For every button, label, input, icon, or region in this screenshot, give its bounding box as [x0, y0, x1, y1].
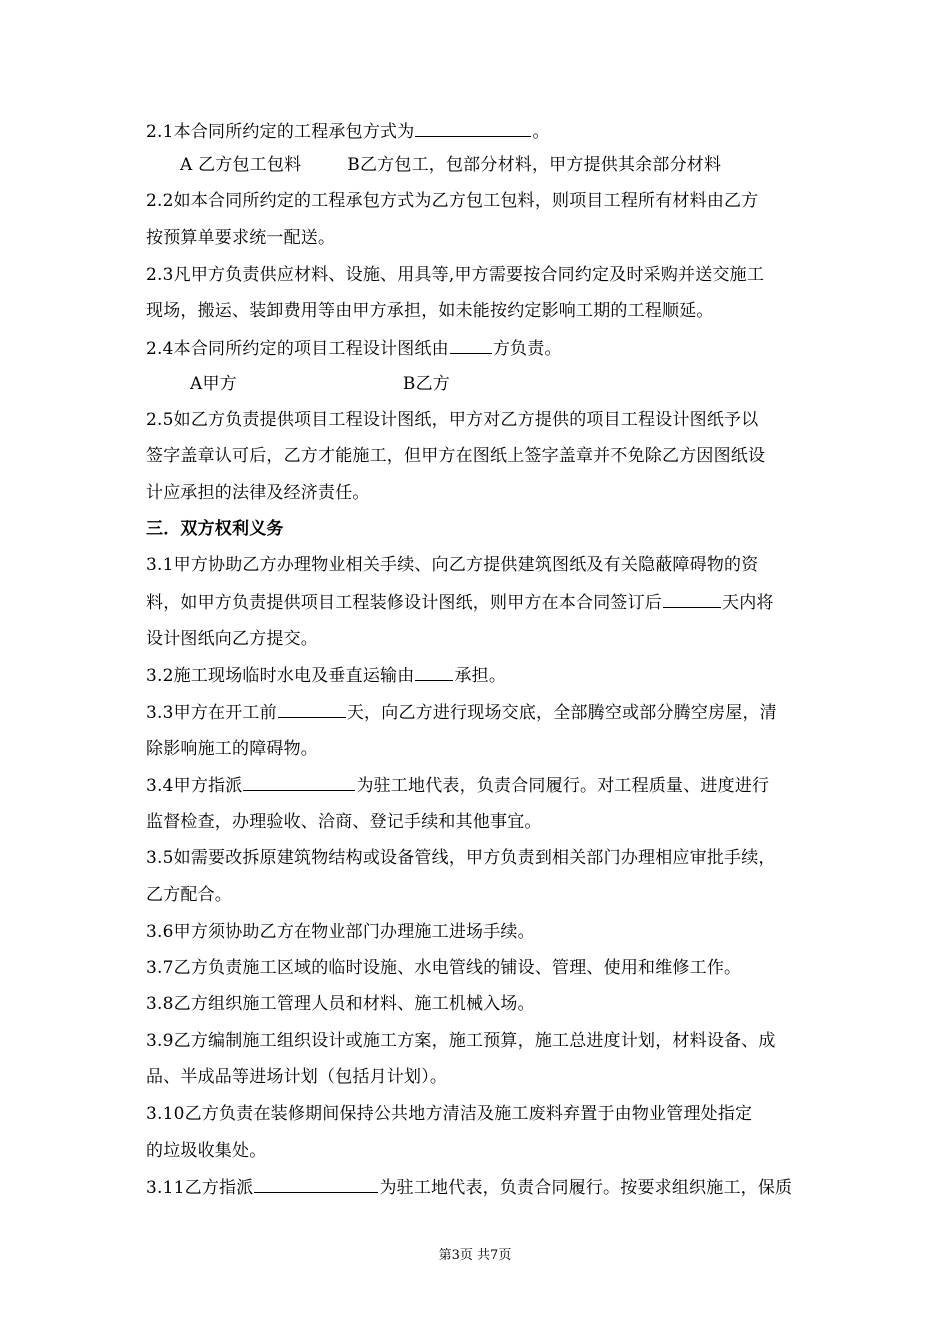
option-b: B乙方 [402, 374, 450, 394]
clause-text: 为驻工地代表，负责合同履行。按要求组织施工，保质 [379, 1178, 793, 1198]
fill-blank[interactable] [663, 590, 721, 608]
fill-blank[interactable] [243, 773, 355, 791]
page-number: 第3页 共7页 [438, 1248, 512, 1263]
clause-text: 天，向乙方进行现场交底，全部腾空或部分腾空房屋，清 [346, 703, 777, 723]
clause-3-2 [146, 663, 836, 688]
clause-2-3-line1: 2.3凡甲方负责供应材料、设施、用具等,甲方需要按合同约定及时采购并送交施工 [146, 265, 765, 285]
clause-3-4-line1 [146, 773, 836, 798]
clause-3-8: 3.8乙方组织施工管理人员和材料、施工机械入场。 [146, 994, 535, 1014]
clause-3-1-line1: 3.1甲方协助乙方办理物业相关手续、向乙方提供建筑图纸及有关隐蔽障碍物的资 [146, 555, 759, 575]
clause-2-4-options [190, 372, 880, 396]
clause-text: 承担。 [454, 666, 507, 686]
clause-3-10-line2: 的垃圾收集处。 [146, 1141, 267, 1161]
fill-blank[interactable] [415, 119, 531, 137]
clause-3-4-line2: 监督检查，办理验收、洽商、登记手续和其他事宜。 [146, 812, 542, 832]
clause-text: 方负责。 [492, 339, 562, 359]
clause-text: 3.11乙方指派 [146, 1178, 254, 1198]
clause-3-5-line2: 乙方配合。 [146, 885, 232, 905]
clause-text: 2.4本合同所约定的项目工程设计图纸由 [146, 339, 449, 359]
clause-3-1-line2 [146, 590, 836, 615]
fill-blank[interactable] [415, 663, 453, 681]
clause-3-9-line1: 3.9乙方编制施工组织设计或施工方案，施工预算，施工总进度计划，材料设备、成 [146, 1031, 776, 1051]
clause-2-2-line1: 2.2如本合同所约定的工程承包方式为乙方包工包料，则项目工程所有材料由乙方 [146, 191, 759, 211]
clause-2-5-line1: 2.5如乙方负责提供项目工程设计图纸，甲方对乙方提供的项目工程设计图纸予以 [146, 410, 759, 430]
clause-text: 2.1本合同所约定的工程承包方式为 [146, 122, 415, 142]
clause-2-1-options [180, 153, 870, 177]
clause-2-5-line3: 计应承担的法律及经济责任。 [146, 483, 370, 503]
clause-text: 3.2施工现场临时水电及垂直运输由 [146, 666, 415, 686]
option-a: A甲方 [190, 374, 237, 394]
clause-text: 天内将 [722, 593, 774, 613]
clause-3-9-line2: 品、半成品等进场计划（包括月计划）。 [146, 1067, 448, 1087]
clause-2-1 [146, 119, 836, 144]
clause-3-7: 3.7乙方负责施工区域的临时设施、水电管线的铺设、管理、使用和维修工作。 [146, 958, 742, 978]
option-a: A 乙方包工包料 [180, 155, 302, 175]
clause-2-5-line2: 签字盖章认可后，乙方才能施工，但甲方在图纸上签字盖章并不免除乙方因图纸设 [146, 446, 766, 466]
clause-3-1-line3: 设计图纸向乙方提交。 [146, 629, 318, 649]
clause-2-4 [146, 336, 836, 361]
clause-text: 3.3甲方在开工前 [146, 703, 277, 723]
clause-3-11 [146, 1175, 836, 1200]
clause-3-5-line1: 3.5如需要改拆原建筑物结构或设备管线，甲方负责到相关部门办理相应审批手续， [146, 848, 776, 868]
fill-blank[interactable] [450, 336, 492, 354]
clause-text: 料，如甲方负责提供项目工程装修设计图纸，则甲方在本合同签订后 [146, 593, 662, 613]
fill-blank[interactable] [254, 1175, 378, 1193]
clause-3-3-line2: 除影响施工的障碍物。 [146, 739, 318, 759]
option-b: B乙方包工，包部分材料，甲方提供其余部分材料 [347, 155, 722, 175]
clause-text: 为驻工地代表，负责合同履行。对工程质量、进度进行 [356, 776, 770, 796]
clause-2-2-line2: 按预算单要求统一配送。 [146, 228, 336, 248]
fill-blank[interactable] [278, 700, 346, 718]
clause-text: 。 [532, 122, 550, 142]
clause-3-6: 3.6甲方须协助乙方在物业部门办理施工进场手续。 [146, 922, 535, 942]
clause-2-3-line2: 现场，搬运、装卸费用等由甲方承担，如未能按约定影响工期的工程顺延。 [146, 301, 714, 321]
section-heading-3: 三．双方权利义务 [146, 519, 284, 539]
clause-text: 3.4甲方指派 [146, 776, 243, 796]
clause-3-10-line1: 3.10乙方负责在装修期间保持公共地方清洁及施工废料弃置于由物业管理处指定 [146, 1104, 753, 1124]
clause-3-3-line1 [146, 700, 836, 725]
